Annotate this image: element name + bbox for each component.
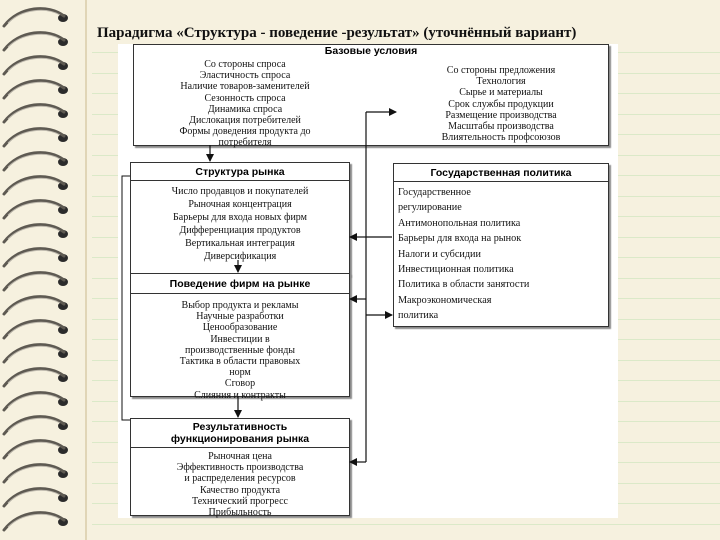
policy-item: Инвестиционная политика	[398, 264, 514, 276]
market-structure-title: Структура рынка	[131, 166, 349, 181]
market-results-title	[131, 421, 349, 448]
market-results-list	[131, 451, 349, 518]
policy-item: Государственное	[398, 187, 471, 198]
state-policy-list	[394, 185, 608, 324]
state-policy-title: Государственная политика	[394, 167, 608, 182]
behavior-item: Тактика в области правовых	[179, 356, 301, 368]
policy-item: политика	[398, 310, 439, 322]
structure-item: Дифференциация продуктов	[179, 225, 301, 236]
behavior-item: Инвестиции в	[210, 333, 270, 345]
result-item: и распределения ресурсов	[184, 473, 296, 485]
state-policy-box	[393, 163, 609, 327]
behavior-item: Ценообразование	[202, 322, 278, 334]
structure-item: Рыночная концентрация	[188, 199, 292, 210]
market-results-box	[130, 418, 350, 519]
structure-item: Вертикальная интеграция	[185, 238, 295, 249]
basic-conditions-title: Базовые условия	[324, 45, 418, 57]
policy-item: Налоги и субсидии	[398, 248, 481, 260]
behavior-item: производственные фонды	[184, 344, 295, 356]
spiral-binding	[0, 0, 92, 540]
firm-behavior-title: Поведение фирм на рынке	[131, 278, 349, 294]
structure-item: Барьеры для входа новых фирм	[173, 212, 307, 223]
demand-item: Наличие товаров-заменителей	[180, 81, 310, 93]
behavior-item: Научные разработки	[196, 311, 284, 323]
supply-item: Размещение производства	[445, 109, 557, 121]
market-results-title-line2: функционирования рынка	[170, 433, 310, 445]
slide-title: Парадигма «Структура - поведение -результат» (уточнённый вариант)	[97, 25, 577, 41]
behavior-item: Выбор продукта и рекламы	[181, 300, 299, 311]
policy-item: Макроэкономическая	[398, 294, 492, 306]
behavior-item: Сговор	[224, 378, 256, 390]
supply-item: Сырье и материалы	[459, 87, 543, 99]
supply-item: Со стороны предложения	[446, 65, 556, 76]
firm-behavior-list	[131, 300, 349, 401]
demand-item: Формы доведения продукта до	[179, 126, 311, 138]
behavior-item: Слияния и контракты	[194, 389, 286, 401]
supply-item: Срок службы продукции	[448, 98, 554, 110]
market-structure-list	[131, 185, 349, 263]
result-item: Технический прогресс	[192, 495, 288, 507]
result-item: Рыночная цена	[208, 451, 272, 462]
supply-item: Влиятельность профсоюзов	[441, 132, 561, 144]
supply-item: Технология	[476, 76, 526, 88]
demand-item: Динамика спроса	[207, 103, 283, 115]
firm-behavior-box	[130, 273, 350, 401]
policy-item: регулирование	[398, 202, 462, 214]
supply-conditions-list	[396, 65, 606, 143]
market-structure-box	[130, 162, 350, 276]
demand-item: потребителя	[218, 137, 272, 149]
structure-item: Число продавцов и покупателей	[171, 186, 309, 197]
ruled-line	[92, 524, 720, 525]
demand-item: Эластичность спроса	[199, 70, 291, 82]
demand-item: Со стороны спроса	[204, 59, 286, 70]
market-results-title-line1: Результативность	[192, 421, 288, 433]
result-item: Прибыльность	[208, 507, 272, 519]
basic-conditions-box	[133, 44, 609, 149]
policy-item: Антимонопольная политика	[398, 217, 521, 229]
behavior-item: норм	[229, 367, 251, 379]
demand-conditions-list	[140, 59, 350, 149]
structure-item: Диверсификация	[203, 251, 277, 262]
result-item: Качество продукта	[199, 484, 281, 496]
demand-item: Сезонность спроса	[204, 92, 286, 104]
demand-item: Дислокация потребителей	[189, 115, 301, 127]
policy-item: Политика в области занятости	[398, 279, 530, 291]
policy-item: Барьеры для входа на рынок	[398, 233, 522, 245]
supply-item: Масштабы производства	[448, 121, 554, 133]
result-item: Эффективность производства	[176, 462, 304, 474]
